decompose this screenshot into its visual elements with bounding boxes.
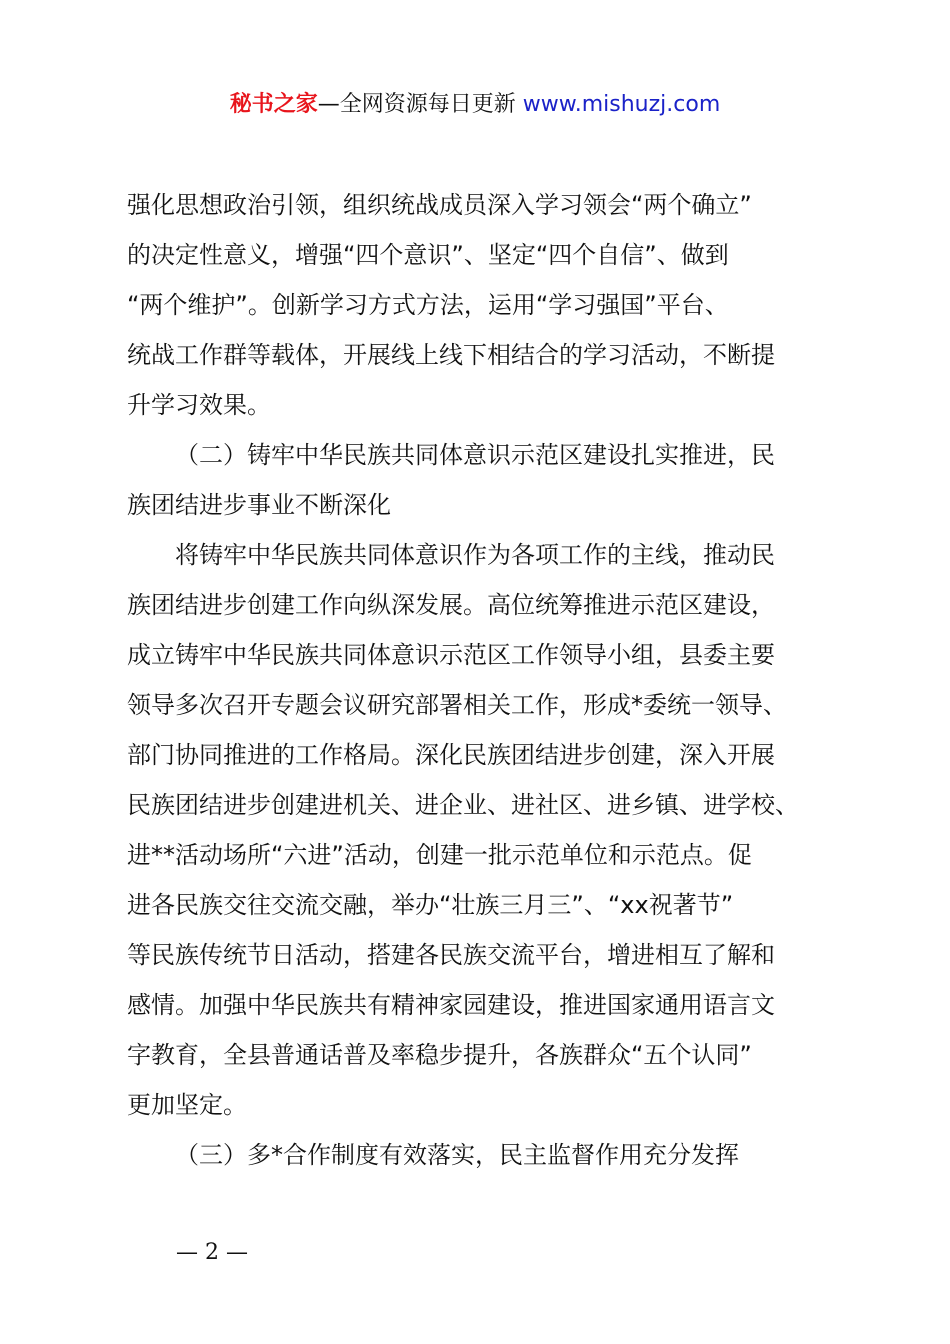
body-line: 更加坚定。	[127, 1091, 247, 1119]
site-header	[0, 90, 950, 120]
header-slogan: —全网资源每日更新	[317, 92, 516, 117]
body-line: 领导多次召开专题会议研究部署相关工作，形成*委统一领导、	[127, 691, 787, 719]
body-line: 感情。加强中华民族共有精神家园建设，推进国家通用语言文	[127, 991, 775, 1019]
body-line: 进各民族交往交流交融，举办“壮族三月三”、“xx祝著节”	[127, 891, 734, 919]
body-line: 的决定性意义，增强“四个意识”、坚定“四个自信”、做到	[127, 241, 729, 269]
body-line: 升学习效果。	[127, 391, 271, 419]
body-line: 等民族传统节日活动，搭建各民族交流平台，增进相互了解和	[127, 941, 775, 969]
document-body	[127, 180, 833, 1180]
body-line: 将铸牢中华民族共同体意识作为各项工作的主线，推动民	[175, 541, 775, 569]
body-line: 进**活动场所“六进”活动，创建一批示范单位和示范点。促	[127, 841, 752, 869]
body-line: 强化思想政治引领，组织统战成员深入学习领会“两个确立”	[127, 191, 752, 219]
section-heading-2-cont: 族团结进步事业不断深化	[127, 491, 391, 519]
body-line: 成立铸牢中华民族共同体意识示范区工作领导小组，县委主要	[127, 641, 775, 669]
body-line: 部门协同推进的工作格局。深化民族团结进步创建，深入开展	[127, 741, 775, 769]
body-line: 字教育，全县普通话普及率稳步提升，各族群众“五个认同”	[127, 1041, 752, 1069]
brand-name: 秘书之家	[229, 92, 318, 117]
page-number: — 2 —	[176, 1240, 248, 1265]
body-line: 民族团结进步创建进机关、进企业、进社区、进乡镇、进学校、	[127, 791, 799, 819]
section-heading-2: （二）铸牢中华民族共同体意识示范区建设扎实推进，民	[175, 441, 775, 469]
section-heading-3: （三）多*合作制度有效落实，民主监督作用充分发挥	[175, 1141, 739, 1169]
site-url-link[interactable]: www.mishuzj.com	[522, 92, 721, 117]
body-line: 统战工作群等载体，开展线上线下相结合的学习活动，不断提	[127, 341, 775, 369]
body-line: “两个维护”。创新学习方式方法，运用“学习强国”平台、	[127, 291, 729, 319]
body-line: 族团结进步创建工作向纵深发展。高位统筹推进示范区建设，	[127, 591, 775, 619]
